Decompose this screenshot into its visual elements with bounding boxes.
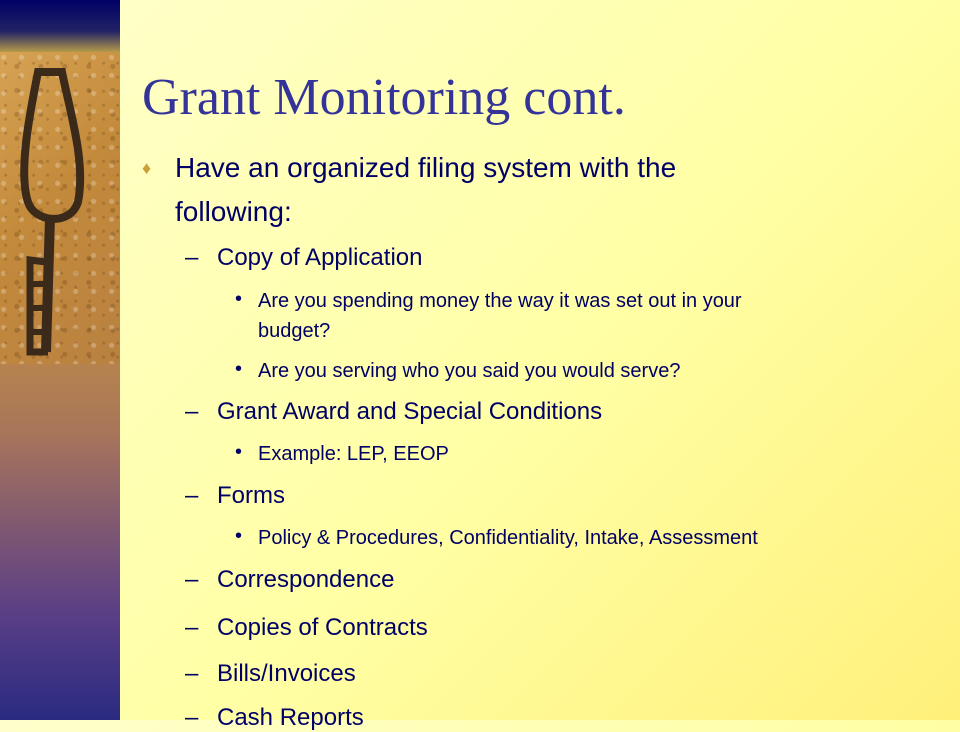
dash-marker: – bbox=[185, 482, 199, 509]
list-item-cash-reports: Cash Reports bbox=[217, 704, 364, 731]
dash-marker: – bbox=[185, 614, 199, 641]
list-item-grant-award: Grant Award and Special Conditions bbox=[217, 398, 603, 425]
sidebar-top-band bbox=[0, 0, 120, 52]
bullet-text-line2: following: bbox=[175, 196, 292, 227]
key-photo bbox=[0, 52, 120, 364]
subitem-budget-line2: budget? bbox=[258, 320, 331, 342]
subitem-policy: Policy & Procedures, Confidentiality, Intake, Assessment bbox=[258, 527, 758, 549]
list-item-bills: Bills/Invoices bbox=[217, 660, 356, 687]
list-item-contracts: Copies of Contracts bbox=[217, 614, 428, 641]
key-icon bbox=[0, 52, 120, 364]
sidebar-decoration bbox=[0, 0, 120, 720]
page-title: Grant Monitoring cont. bbox=[142, 69, 626, 126]
subitem-budget-line1: Are you spending money the way it was set out in your bbox=[258, 290, 742, 312]
subitem-serving: Are you serving who you said you would serve? bbox=[258, 360, 681, 382]
list-item-forms: Forms bbox=[217, 482, 285, 509]
dash-marker: – bbox=[185, 244, 199, 271]
dot-marker: • bbox=[235, 525, 243, 547]
dash-marker: – bbox=[185, 398, 199, 425]
dot-marker: • bbox=[235, 358, 243, 380]
diamond-bullet-icon: ♦ bbox=[142, 158, 152, 178]
dash-marker: – bbox=[185, 660, 199, 687]
list-item-application: Copy of Application bbox=[217, 244, 423, 271]
dash-marker: – bbox=[185, 566, 199, 593]
subitem-example: Example: LEP, EEOP bbox=[258, 443, 449, 465]
dash-marker: – bbox=[185, 704, 199, 731]
dot-marker: • bbox=[235, 288, 243, 310]
dot-marker: • bbox=[235, 441, 243, 463]
list-item-correspondence: Correspondence bbox=[217, 566, 395, 593]
bullet-text-line1: Have an organized filing system with the bbox=[175, 152, 677, 183]
